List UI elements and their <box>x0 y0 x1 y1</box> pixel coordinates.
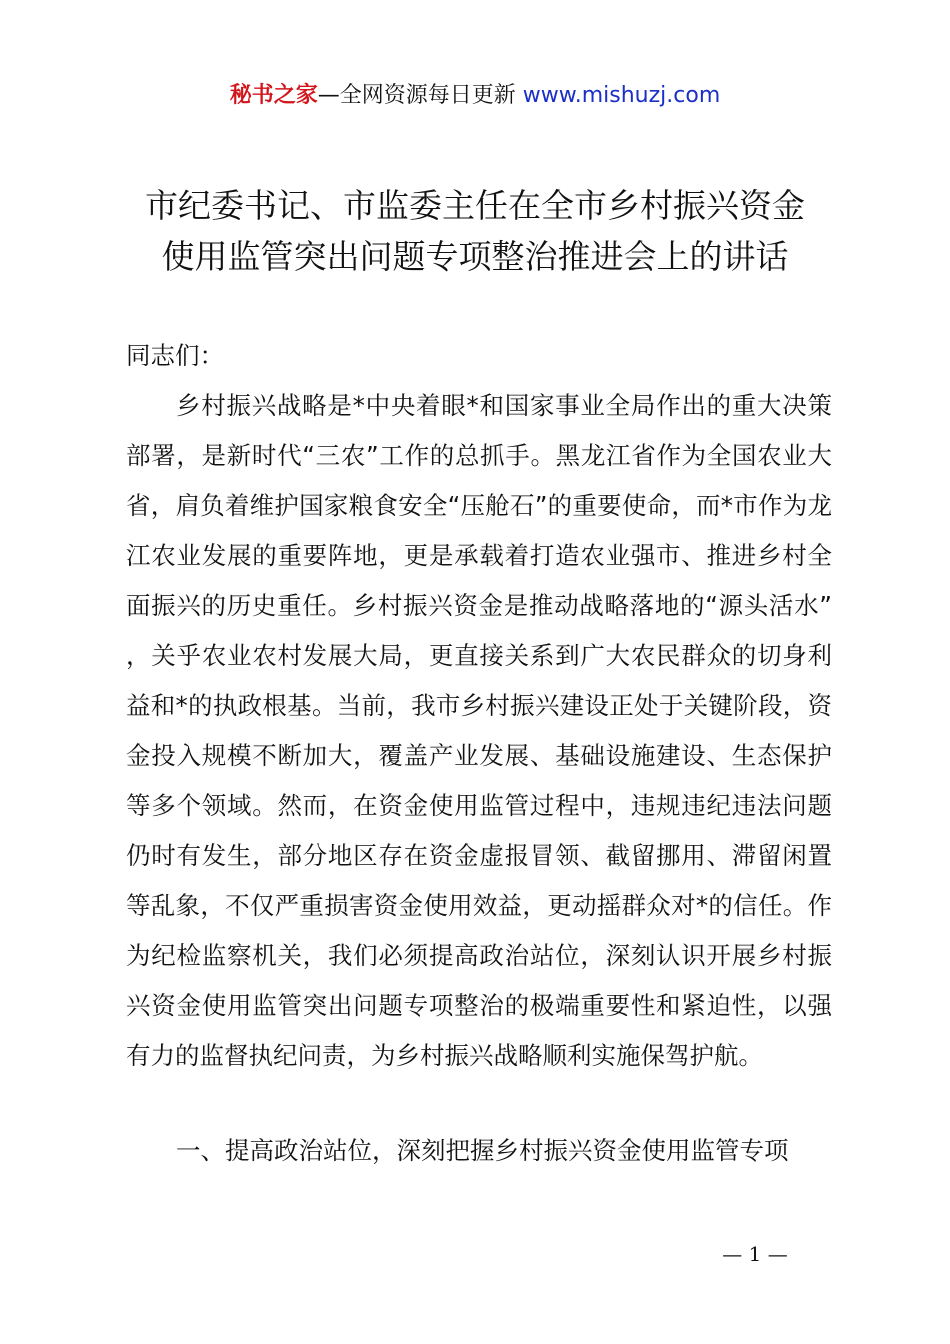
site-url-link[interactable]: www.mishuzj.com <box>522 83 721 108</box>
site-brand: 秘书之家 <box>229 83 318 108</box>
site-header <box>0 80 950 112</box>
salutation: 同志们： <box>126 341 224 370</box>
body-paragraph: 乡村振兴战略是*中央着眼*和国家事业全局作出的重大决策部署，是新时代“三农”工作的总抓手。黑龙江省作为全国农业大省，肩负着维护国家粮食安全“压舱石”的重要使命，而*市作为龙江农业发展的重要阵地，更是承载着打造农业强市、推进乡村全面振兴的历史重任。乡村振兴资金是推动战略落地的“源头活水”，关乎农业农村发展大局，更直接关系到广大农民群众的切身利益和*的执政根基。当前，我市乡村振兴建设正处于关键阶段，资金投入规模不断加大，覆盖产业发展、基础设施建设、生态保护等多个领域。然而，在资金使用监管过程中，违规违纪违法问题仍时有发生，部分地区存在资金虚报冒领、截留挪用、滞留闲置等乱象，不仅严重损害资金使用效益，更动摇群众对*的信任。作为纪检监察机关，我们必须提高政治站位，深刻认识开展乡村振兴资金使用监管突出问题专项整治的极端重要性和紧迫性，以强有力的监督执纪问责，为乡村振兴战略顺利实施保驾护航。 <box>126 391 832 1070</box>
page-number: — 1 — <box>722 1242 788 1266</box>
document-title <box>0 180 950 282</box>
section-heading: 一、提高政治站位，深刻把握乡村振兴资金使用监管专项 <box>176 1136 789 1165</box>
site-tagline: —全网资源每日更新 <box>317 83 523 108</box>
title-line-2: 使用监管突出问题专项整治推进会上的讲话 <box>161 237 789 276</box>
title-line-1: 市纪委书记、市监委主任在全市乡村振兴资金 <box>145 186 805 225</box>
